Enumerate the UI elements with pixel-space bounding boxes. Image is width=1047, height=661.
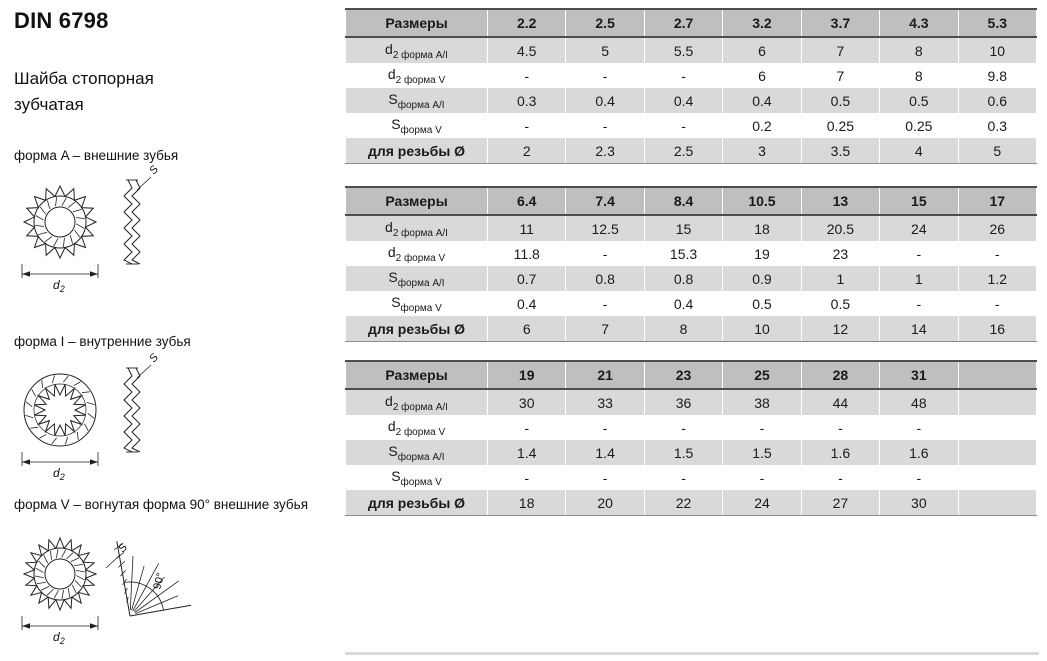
table-header-label: Размеры	[346, 187, 488, 215]
value-cell: 3.5	[801, 138, 879, 164]
size-column-header: 3.7	[801, 9, 879, 37]
value-cell: 24	[723, 490, 801, 516]
value-cell: 5.5	[644, 37, 722, 63]
size-column-header: 8.4	[644, 187, 722, 215]
value-cell: 38	[723, 389, 801, 415]
value-cell: -	[488, 415, 566, 440]
row-label: $d_{2 форма A/I}$	[346, 215, 488, 241]
value-cell: 1.4	[488, 440, 566, 465]
row-label: $S_{форма V}$	[346, 291, 488, 316]
value-cell: -	[801, 465, 879, 490]
value-cell: 20	[566, 490, 644, 516]
value-cell: 16	[958, 316, 1036, 342]
row-label: $S_{форма A/I}$	[346, 88, 488, 113]
svg-text:S: S	[147, 352, 162, 365]
value-cell: 0.5	[880, 88, 958, 113]
value-cell: 0.3	[958, 113, 1036, 138]
value-cell: 0.8	[566, 266, 644, 291]
table-row	[346, 490, 1037, 516]
table-row	[346, 241, 1037, 266]
row-label: $S_{форма V}$	[346, 113, 488, 138]
value-cell: 1.2	[958, 266, 1036, 291]
value-cell	[958, 490, 1036, 516]
value-cell: 44	[801, 389, 879, 415]
svg-text:S: S	[147, 164, 162, 177]
table-row	[346, 63, 1037, 88]
table-row	[346, 266, 1037, 291]
value-cell: -	[566, 291, 644, 316]
value-cell: 15.3	[644, 241, 722, 266]
value-cell	[958, 389, 1036, 415]
form-a-drawing	[8, 164, 338, 300]
value-cell: 12.5	[566, 215, 644, 241]
size-column-header: 10.5	[723, 187, 801, 215]
value-cell: 14	[880, 316, 958, 342]
value-cell: -	[566, 241, 644, 266]
size-column-header: 5.3	[958, 9, 1036, 37]
value-cell: 18	[488, 490, 566, 516]
page-title: DIN 6798	[14, 8, 109, 33]
value-cell: 0.4	[644, 291, 722, 316]
value-cell: 0.8	[644, 266, 722, 291]
value-cell: 33	[566, 389, 644, 415]
value-cell: 2.3	[566, 138, 644, 164]
value-cell: 7	[566, 316, 644, 342]
value-cell: 48	[880, 389, 958, 415]
row-label: $d_{2 форма V}$	[346, 63, 488, 88]
table-row	[346, 291, 1037, 316]
size-column-header: 13	[801, 187, 879, 215]
value-cell: 0.6	[958, 88, 1036, 113]
value-cell: -	[566, 63, 644, 88]
size-column-header: 6.4	[488, 187, 566, 215]
value-cell: 2.5	[644, 138, 722, 164]
size-column-header: 4.3	[880, 9, 958, 37]
value-cell: 24	[880, 215, 958, 241]
value-cell: 1.5	[723, 440, 801, 465]
value-cell: 10	[723, 316, 801, 342]
value-cell: -	[644, 415, 722, 440]
value-cell: 0.9	[723, 266, 801, 291]
value-cell: -	[644, 113, 722, 138]
table-row	[346, 465, 1037, 490]
value-cell: 18	[723, 215, 801, 241]
value-cell: 1.5	[644, 440, 722, 465]
size-column-header: 2.2	[488, 9, 566, 37]
value-cell: 0.5	[801, 88, 879, 113]
value-cell: 0.7	[488, 266, 566, 291]
table-row	[346, 389, 1037, 415]
value-cell: 11.8	[488, 241, 566, 266]
page-subtitle: Шайба стопорная зубчатая	[14, 69, 154, 115]
row-label: для резьбы Ø	[346, 138, 488, 164]
value-cell: 8	[880, 63, 958, 88]
value-cell: 12	[801, 316, 879, 342]
value-cell: 30	[880, 490, 958, 516]
value-cell: -	[801, 415, 879, 440]
svg-text:d2: $d_2$	[53, 278, 65, 294]
value-cell: -	[566, 113, 644, 138]
value-cell: 15	[644, 215, 722, 241]
form-i-caption: форма I – внутренние зубья	[14, 334, 191, 349]
value-cell: 19	[723, 241, 801, 266]
dimensions-table-1	[345, 8, 1037, 164]
row-label: $d_{2 форма A/I}$	[346, 389, 488, 415]
row-label: $S_{форма V}$	[346, 465, 488, 490]
form-a-caption: форма A – внешние зубья	[14, 148, 179, 163]
value-cell: 2	[488, 138, 566, 164]
value-cell: 3	[723, 138, 801, 164]
value-cell: 6	[488, 316, 566, 342]
value-cell: -	[488, 113, 566, 138]
value-cell: -	[880, 415, 958, 440]
value-cell: 9.8	[958, 63, 1036, 88]
size-column-header: 25	[723, 361, 801, 389]
form-i-drawing	[8, 352, 338, 488]
bottom-divider	[345, 652, 1039, 655]
value-cell: 8	[644, 316, 722, 342]
row-label: $d_{2 форма V}$	[346, 415, 488, 440]
value-cell: 4.5	[488, 37, 566, 63]
table-row	[346, 88, 1037, 113]
value-cell: 22	[644, 490, 722, 516]
table-row	[346, 138, 1037, 164]
table-row	[346, 415, 1037, 440]
value-cell: 1.6	[801, 440, 879, 465]
value-cell: -	[723, 465, 801, 490]
table-row	[346, 316, 1037, 342]
size-column-header: 2.5	[566, 9, 644, 37]
table-row	[346, 113, 1037, 138]
row-label: $S_{форма A/I}$	[346, 440, 488, 465]
size-column-header: 19	[488, 361, 566, 389]
value-cell: 11	[488, 215, 566, 241]
table-row	[346, 215, 1037, 241]
row-label: $d_{2 форма V}$	[346, 241, 488, 266]
svg-text:d2: $d_2$	[53, 466, 65, 482]
value-cell: 7	[801, 37, 879, 63]
value-cell: 30	[488, 389, 566, 415]
dimensions-table-2	[345, 186, 1037, 342]
value-cell: 0.2	[723, 113, 801, 138]
svg-text:d2: $d_2$	[53, 630, 65, 646]
value-cell: 36	[644, 389, 722, 415]
table-row	[346, 440, 1037, 465]
size-column-header: 3.2	[723, 9, 801, 37]
value-cell: 20.5	[801, 215, 879, 241]
size-column-header: 17	[958, 187, 1036, 215]
value-cell: -	[488, 465, 566, 490]
row-label: $d_{2 форма A/I}$	[346, 37, 488, 63]
value-cell: 0.4	[644, 88, 722, 113]
value-cell: 1	[801, 266, 879, 291]
value-cell: -	[644, 465, 722, 490]
value-cell: 5	[566, 37, 644, 63]
value-cell: 26	[958, 215, 1036, 241]
value-cell: 6	[723, 63, 801, 88]
value-cell: 5	[958, 138, 1036, 164]
value-cell: -	[958, 241, 1036, 266]
table-header-label: Размеры	[346, 9, 488, 37]
value-cell: -	[566, 465, 644, 490]
value-cell: 1.6	[880, 440, 958, 465]
row-label: для резьбы Ø	[346, 490, 488, 516]
value-cell: 10	[958, 37, 1036, 63]
row-label: $S_{форма A/I}$	[346, 266, 488, 291]
size-column-header: 21	[566, 361, 644, 389]
value-cell: 23	[801, 241, 879, 266]
value-cell: 0.5	[801, 291, 879, 316]
value-cell: 0.5	[723, 291, 801, 316]
value-cell: -	[644, 63, 722, 88]
value-cell	[958, 415, 1036, 440]
size-column-header: 23	[644, 361, 722, 389]
value-cell	[958, 440, 1036, 465]
row-label: для резьбы Ø	[346, 316, 488, 342]
value-cell: -	[723, 415, 801, 440]
dimensions-table-3	[345, 360, 1037, 516]
value-cell: -	[880, 241, 958, 266]
value-cell: -	[880, 465, 958, 490]
value-cell: 0.4	[566, 88, 644, 113]
value-cell: 0.25	[801, 113, 879, 138]
value-cell: 7	[801, 63, 879, 88]
size-column-header: 31	[880, 361, 958, 389]
value-cell: -	[958, 291, 1036, 316]
value-cell: 6	[723, 37, 801, 63]
size-column-header	[958, 361, 1036, 389]
svg-text:90°: 90°	[151, 571, 168, 591]
value-cell: 1.4	[566, 440, 644, 465]
form-v-drawing	[8, 516, 338, 656]
svg-text:S: S	[116, 541, 131, 555]
value-cell: 8	[880, 37, 958, 63]
value-cell: -	[488, 63, 566, 88]
value-cell: 0.4	[723, 88, 801, 113]
value-cell: 4	[880, 138, 958, 164]
size-column-header: 7.4	[566, 187, 644, 215]
value-cell: 0.3	[488, 88, 566, 113]
table-header-label: Размеры	[346, 361, 488, 389]
size-column-header: 2.7	[644, 9, 722, 37]
value-cell: 27	[801, 490, 879, 516]
size-column-header: 15	[880, 187, 958, 215]
value-cell: -	[880, 291, 958, 316]
size-column-header: 28	[801, 361, 879, 389]
table-row	[346, 37, 1037, 63]
value-cell	[958, 465, 1036, 490]
value-cell: -	[566, 415, 644, 440]
form-v-caption: форма V – вогнутая форма 90° внешние зубья	[14, 497, 309, 512]
value-cell: 0.4	[488, 291, 566, 316]
value-cell: 0.25	[880, 113, 958, 138]
value-cell: 1	[880, 266, 958, 291]
